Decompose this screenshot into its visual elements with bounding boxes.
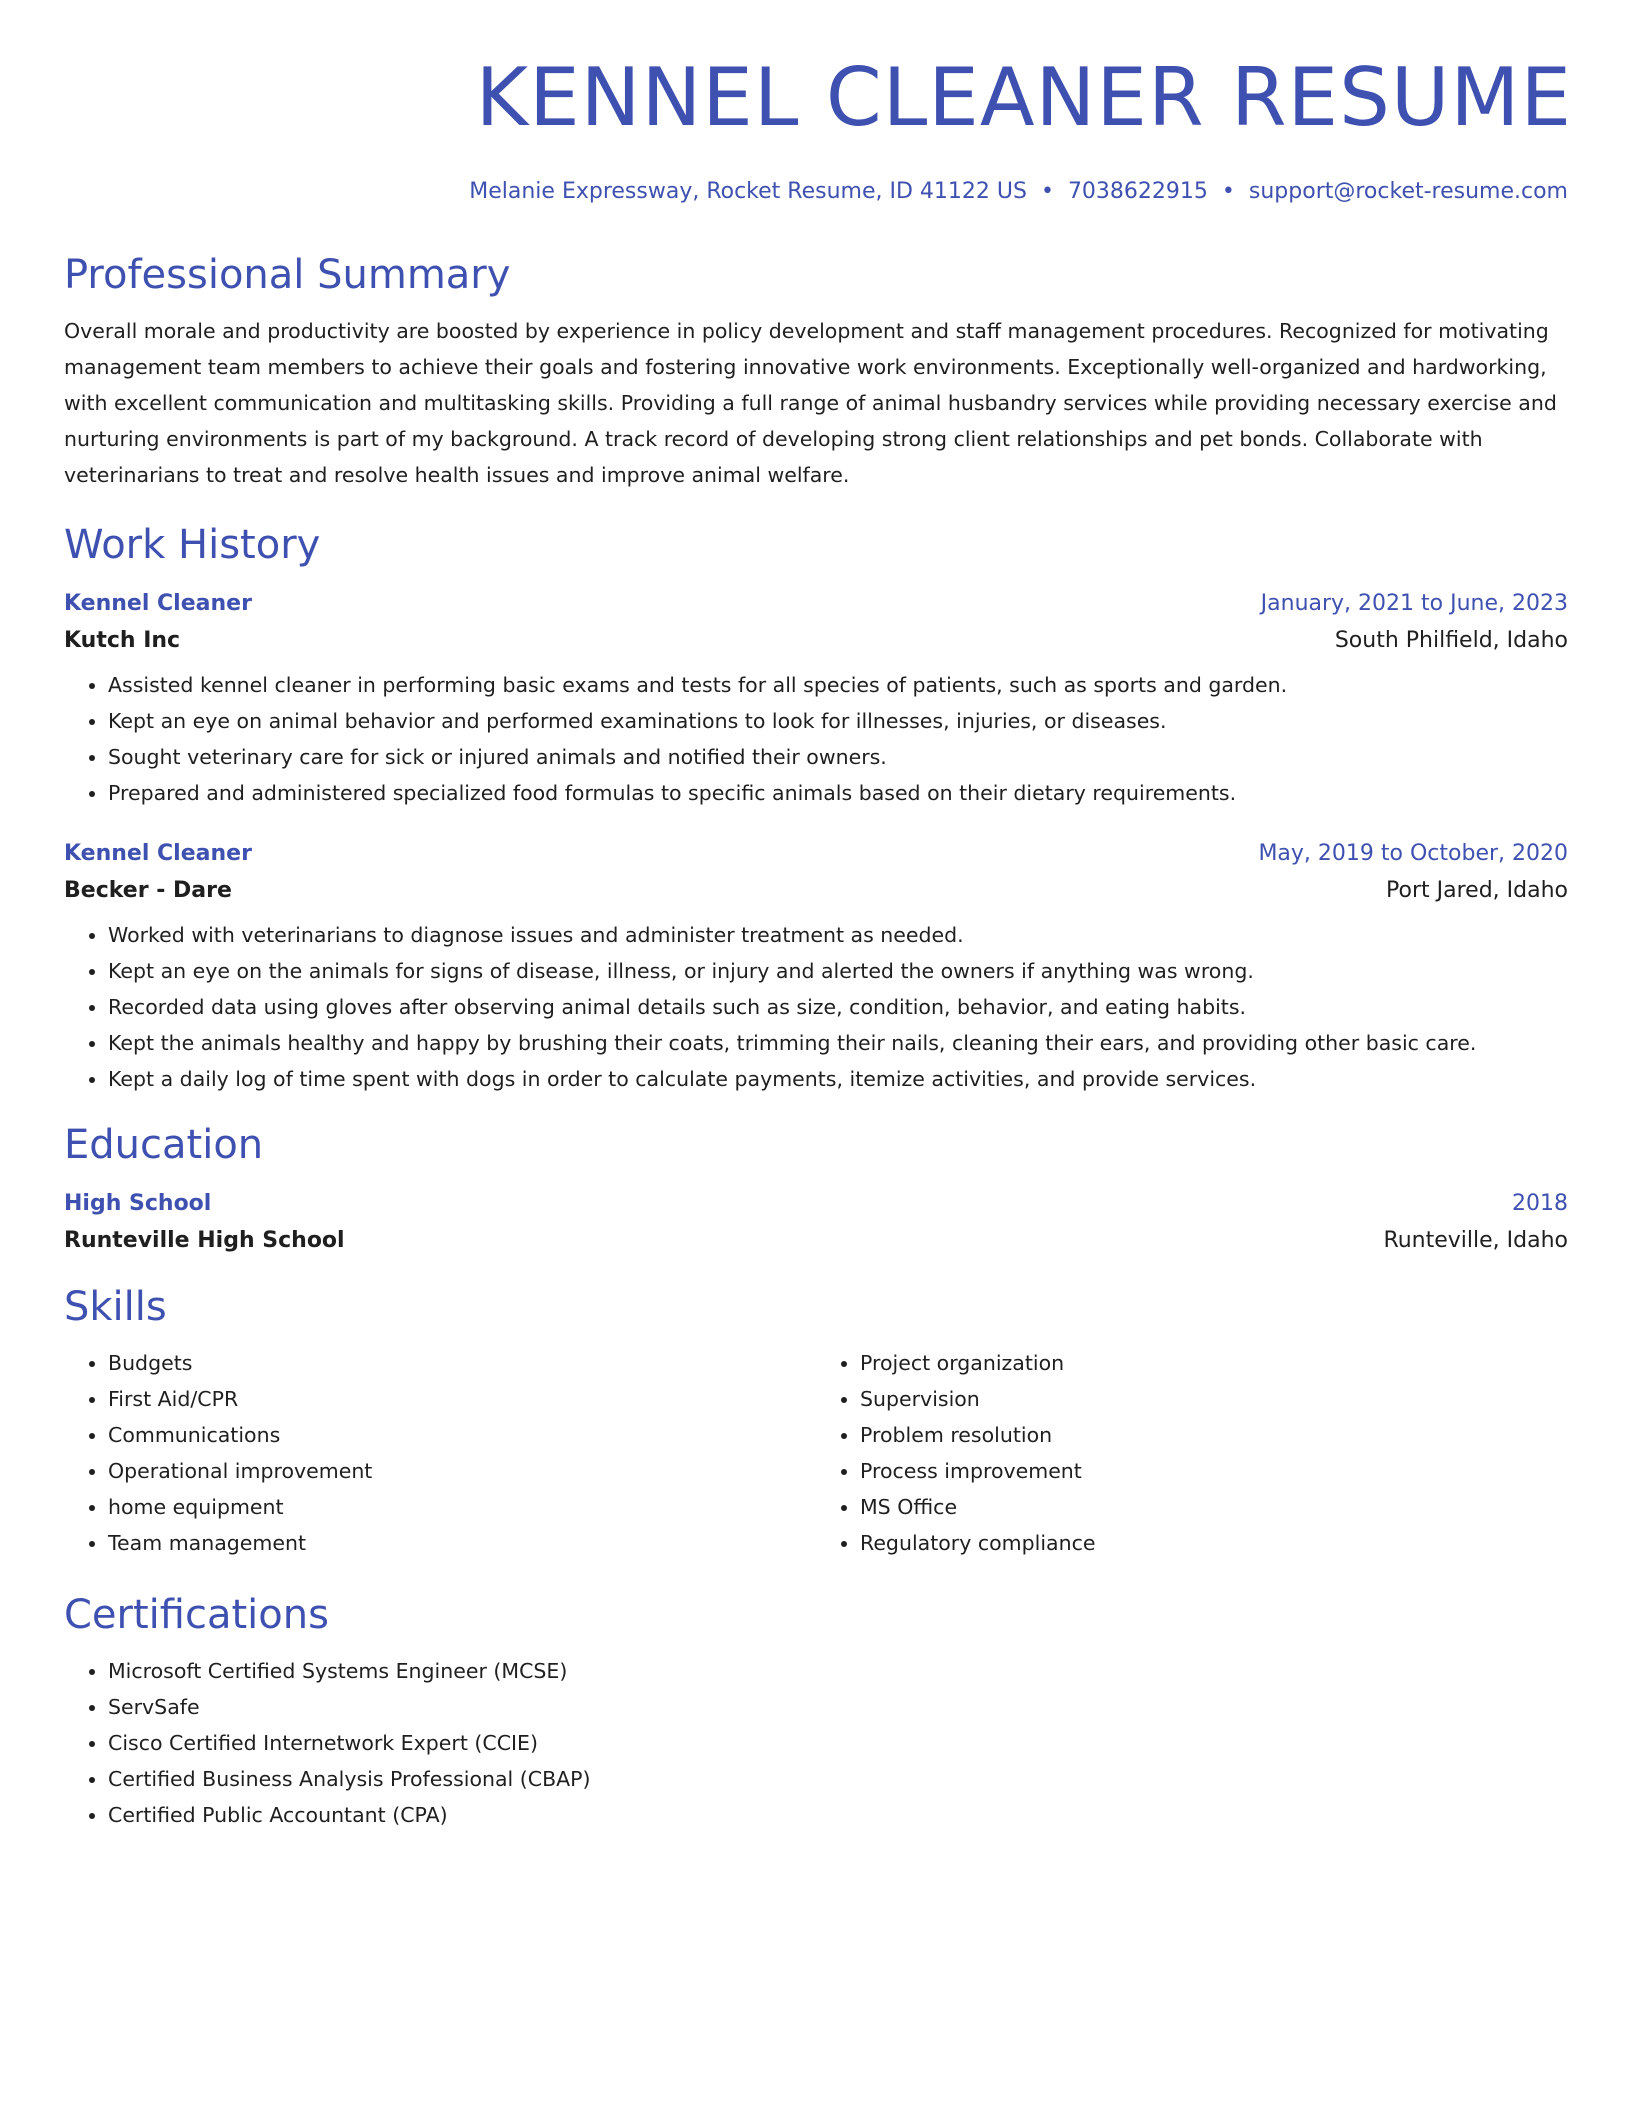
list-item: • Budgets <box>108 1345 816 1381</box>
list-item: • Assisted kennel cleaner in performing basic exams and tests for all species of patients, such as sports and garden. <box>108 667 1568 703</box>
list-item: • Recorded data using gloves after observing animal details such as size, condition, behavior, and eating habits. <box>108 989 1568 1025</box>
education-school-row <box>64 1228 1568 1253</box>
list-item: • Kept a daily log of time spent with dogs in order to calculate payments, itemize activities, and provide services. <box>108 1061 1568 1097</box>
education-header-row <box>64 1191 1568 1216</box>
list-item: • Sought veterinary care for sick or injured animals and notified their owners. <box>108 739 1568 775</box>
section-heading-summary: Professional Summary <box>64 251 511 298</box>
job-bullets <box>64 917 1568 1097</box>
job-company-row <box>64 628 1568 653</box>
contact-separator: • <box>1040 179 1054 204</box>
contact-phone[interactable]: 7038622915 <box>1067 179 1208 204</box>
contact-email[interactable]: support@rocket-resume.com <box>1248 179 1568 204</box>
list-item: • home equipment <box>108 1489 816 1525</box>
education-entry <box>64 1191 1568 1253</box>
job-company: Kutch Inc <box>64 627 181 653</box>
list-item: • Operational improvement <box>108 1453 816 1489</box>
job-header-row <box>64 841 1568 866</box>
job-title: Kennel Cleaner <box>64 840 252 866</box>
job-dates: May, 2019 to October, 2020 <box>1258 840 1568 866</box>
list-item: • Prepared and administered specialized food formulas to specific animals based on their dietary requirements. <box>108 775 1568 811</box>
list-item: • First Aid/CPR <box>108 1381 816 1417</box>
list-item: • Certified Public Accountant (CPA) <box>108 1797 1568 1833</box>
contact-address: Melanie Expressway, Rocket Resume, ID 41122 US <box>469 179 1027 204</box>
skills-list-right <box>816 1345 1568 1561</box>
list-item: • Kept an eye on the animals for signs of disease, illness, or injury and alerted the owners if anything was wrong. <box>108 953 1568 989</box>
resume-title: KENNEL CLEANER RESUME <box>475 51 1572 144</box>
skills-columns <box>64 1345 1568 1561</box>
list-item: • ServSafe <box>108 1689 1568 1725</box>
list-item: • Worked with veterinarians to diagnose issues and administer treatment as needed. <box>108 917 1568 953</box>
job-location: South Philfield, Idaho <box>1334 627 1568 653</box>
skills-list-left <box>64 1345 816 1561</box>
education-location: Runteville, Idaho <box>1383 1227 1568 1253</box>
job-dates: January, 2021 to June, 2023 <box>1260 590 1568 616</box>
list-item: • Team management <box>108 1525 816 1561</box>
job-title: Kennel Cleaner <box>64 590 252 616</box>
job-entry <box>64 841 1568 1097</box>
section-heading-education: Education <box>64 1121 264 1168</box>
list-item: • MS Office <box>860 1489 1568 1525</box>
contact-separator: • <box>1221 179 1235 204</box>
list-item: • Project organization <box>860 1345 1568 1381</box>
section-heading-skills: Skills <box>64 1283 167 1330</box>
summary-text: Overall morale and productivity are boosted by experience in policy development and staff management procedures. Recognized for motivating management team members to achieve their goals and fostering innovative work environments. Exceptionally well-organized and hardworking, with excellent communication and multitasking skills. Providing a full range of animal husbandry services while providing necessary exercise and nurturing environments is part of my background. A track record of developing strong client relationships and pet bonds. Collaborate with veterinarians to treat and resolve health issues and improve animal welfare. <box>64 318 1557 487</box>
list-item: • Cisco Certified Internetwork Expert (CCIE) <box>108 1725 1568 1761</box>
list-item: • Regulatory compliance <box>860 1525 1568 1561</box>
list-item: • Process improvement <box>860 1453 1568 1489</box>
education-school: Runteville High School <box>64 1227 345 1253</box>
list-item: • Communications <box>108 1417 816 1453</box>
job-bullets <box>64 667 1568 811</box>
contact-line <box>64 178 1568 207</box>
job-company-row <box>64 878 1568 903</box>
job-location: Port Jared, Idaho <box>1386 877 1568 903</box>
list-item: • Problem resolution <box>860 1417 1568 1453</box>
section-heading-certifications: Certifications <box>64 1591 329 1638</box>
list-item: • Microsoft Certified Systems Engineer (MCSE) <box>108 1653 1568 1689</box>
list-item: • Certified Business Analysis Professional (CBAP) <box>108 1761 1568 1797</box>
education-degree: High School <box>64 1190 212 1216</box>
list-item: • Kept the animals healthy and happy by brushing their coats, trimming their nails, cleaning their ears, and providing other basic care. <box>108 1025 1568 1061</box>
job-header-row <box>64 591 1568 616</box>
education-year: 2018 <box>1512 1190 1568 1216</box>
list-item: • Supervision <box>860 1381 1568 1417</box>
certifications-list <box>64 1653 1568 1833</box>
section-heading-work-history: Work History <box>64 521 321 568</box>
list-item: • Kept an eye on animal behavior and performed examinations to look for illnesses, injuries, or diseases. <box>108 703 1568 739</box>
job-company: Becker - Dare <box>64 877 232 903</box>
job-entry <box>64 591 1568 811</box>
